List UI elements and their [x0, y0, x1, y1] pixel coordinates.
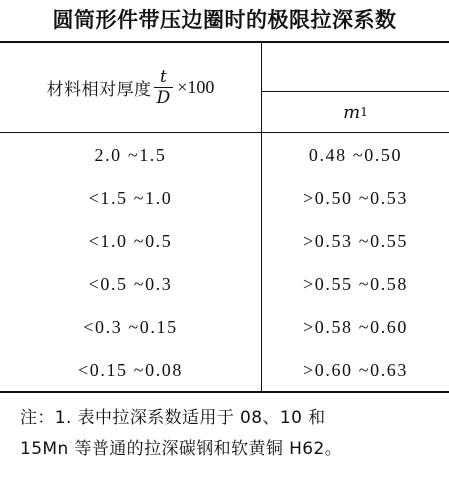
table-cell-thickness: <0.5 ~0.3 — [88, 274, 173, 294]
table-cell-thickness: 2.0 ~1.5 — [94, 145, 167, 165]
header-thickness-label: 材料相对厚度 — [46, 79, 152, 100]
footnote-line-1: 注：1. 表中拉深系数适用于 08、10 和 — [20, 408, 326, 428]
header-multiplier: ×100 — [177, 76, 215, 97]
footnote-line-2: 15Mn 等普通的拉深碳钢和软黄铜 H62。 — [20, 439, 343, 459]
table-cell-coefficient: >0.55 ~0.58 — [303, 274, 408, 294]
header-coefficient-symbol — [262, 92, 449, 132]
fraction-denominator: D — [154, 87, 174, 108]
thickness-fraction — [154, 67, 174, 108]
table-cell-thickness: <1.0 ~0.5 — [88, 231, 173, 251]
table-title: 圆筒形件带压边圈时的极限拉深系数 — [52, 8, 397, 32]
table-cell-coefficient: >0.58 ~0.60 — [303, 317, 408, 337]
symbol-subscript: 1 — [360, 105, 368, 119]
header-thickness-cell — [0, 42, 261, 132]
table-cell-thickness: <0.15 ~0.08 — [78, 360, 183, 380]
table-cell-coefficient: >0.53 ~0.55 — [303, 231, 408, 251]
header-bottom-rule — [0, 132, 449, 133]
table-cell-coefficient: >0.60 ~0.63 — [303, 360, 408, 380]
fraction-numerator: t — [159, 66, 167, 87]
table-cell-thickness: <0.3 ~0.15 — [83, 317, 178, 337]
table-cell-thickness: <1.5 ~1.0 — [88, 188, 173, 208]
table-cell-coefficient: 0.48 ~0.50 — [308, 145, 403, 165]
symbol-m: m — [343, 101, 361, 123]
table-cell-coefficient: >0.50 ~0.53 — [303, 188, 408, 208]
